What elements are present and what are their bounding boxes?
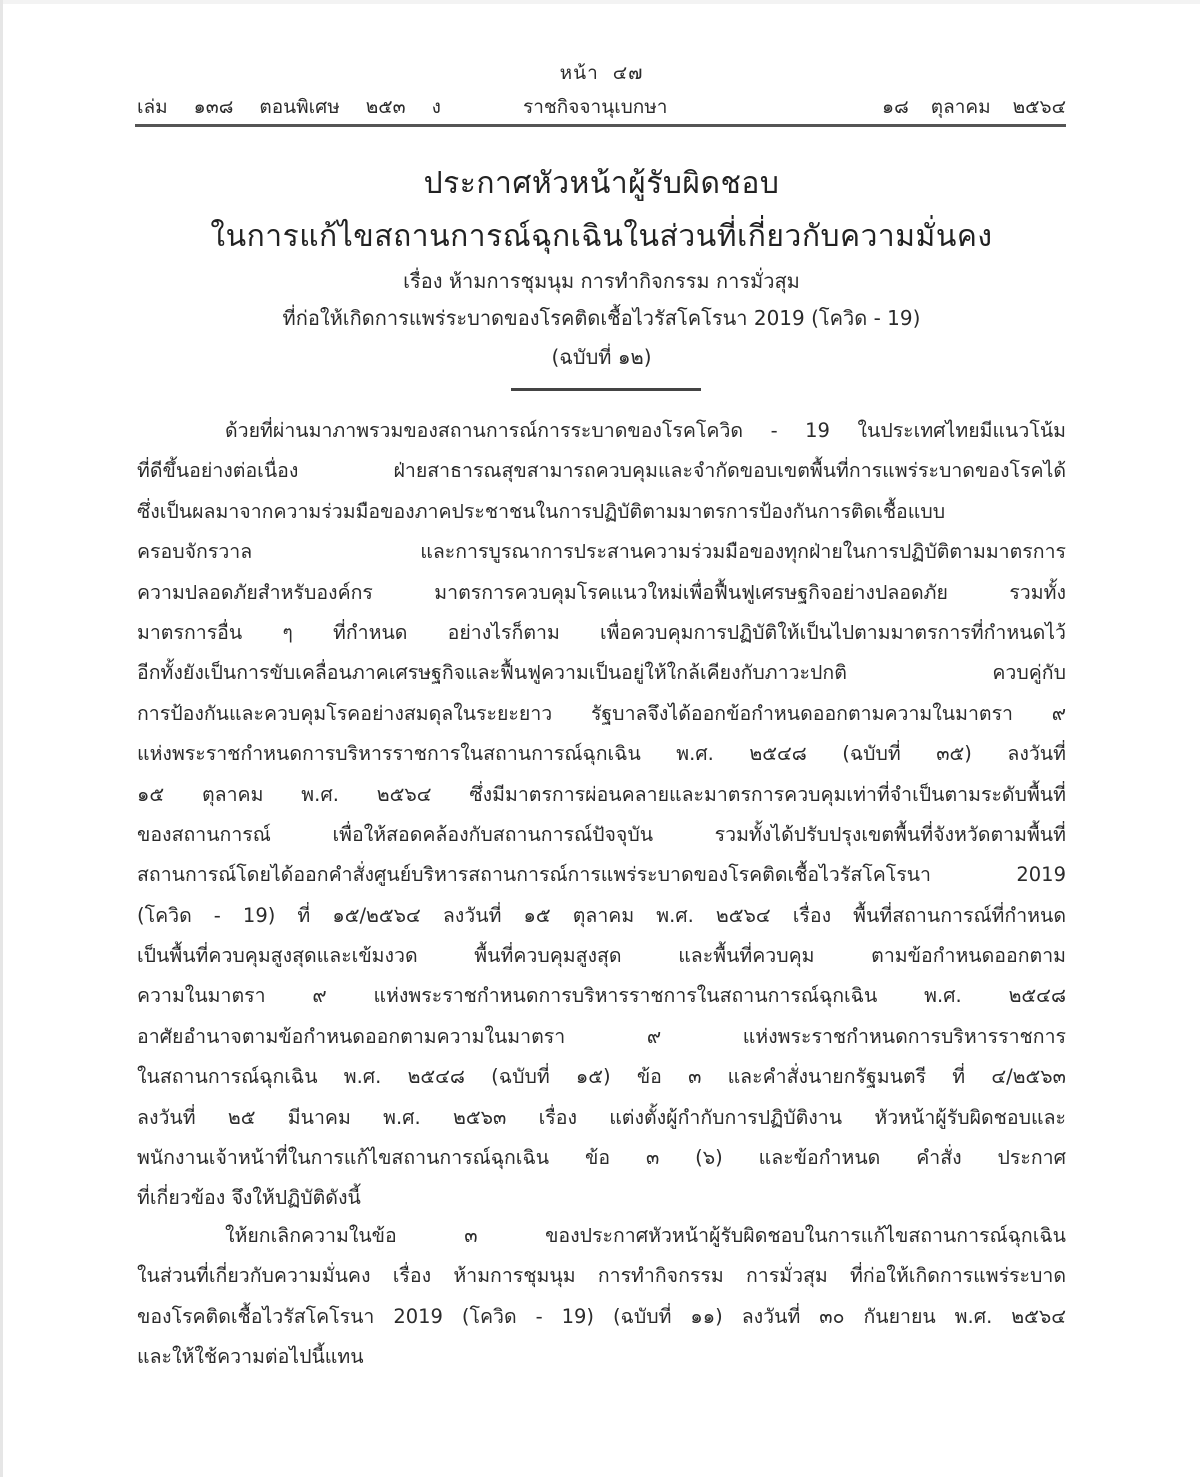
text-line: เป็นพื้นที่ควบคุมสูงสุดและเข้มงวด พื้นที่ควบคุมสูงสุด และพื้นที่ควบคุม ตามข้อกำหนดออกตาม [137,944,1066,968]
document-title-line1: ประกาศหัวหน้าผู้รับผิดชอบ [423,166,780,201]
page-number [137,58,1066,88]
date-month: ตุลาคม [930,96,991,118]
title-separator [511,388,701,391]
paragraph-revocation [137,1216,1066,1378]
section-number: ๒๕๓ [365,96,406,118]
edition-number: (ฉบับที่ ๑๒) [551,345,652,369]
section-label: ตอนพิเศษ [259,96,340,118]
text-line: ครอบจักรวาล และการบูรณาการประสานความร่วมมือของทุกฝ่ายในการปฏิบัติตามมาตรการ [137,540,1066,564]
volume-info [137,92,467,122]
section-letter: ง [431,96,441,118]
page-frame-left [0,0,3,1477]
gazette-header [137,92,1066,120]
volume-number: ๑๓๘ [193,96,234,118]
text-line: ความในมาตรา ๙ แห่งพระราชกำหนดการบริหารราชการในสถานการณ์ฉุกเฉิน พ.ศ. ๒๕๔๘ [137,984,1066,1008]
publication-name: ราชกิจจานุเบกษา [523,96,668,118]
text-line: ซึ่งเป็นผลมาจากความร่วมมือของภาคประชาชนในการปฏิบัติตามมาตรการป้องกันการติดเชื้อแบบ [137,499,946,523]
text-line: อาศัยอำนาจตามข้อกำหนดออกตามความในมาตรา ๙ แห่งพระราชกำหนดการบริหารราชการ [137,1024,1066,1048]
text-line: ที่ดีขึ้นอย่างต่อเนื่อง ฝ่ายสาธารณสุขสามารถควบคุมและจำกัดขอบเขตพื้นที่การแพร่ระบาดของโรคได้ [137,459,1066,483]
publication-date [860,92,1066,122]
text-line: มาตรการอื่น ๆ ที่กำหนด อย่างไรก็ตาม เพื่อควบคุมการปฏิบัติให้เป็นไปตามมาตรการที่กำหนดไว้ [137,620,1066,644]
text-line: พนักงานเจ้าหน้าที่ในการแก้ไขสถานการณ์ฉุกเฉิน ข้อ ๓ (๖) และข้อกำหนด คำสั่ง ประกาศ [137,1146,1066,1170]
document-title-line2: ในการแก้ไขสถานการณ์ฉุกเฉินในส่วนที่เกี่ยวกับความมั่นคง [210,219,993,254]
header-divider [135,124,1066,127]
text-line: ให้ยกเลิกความในข้อ ๓ ของประกาศหัวหน้าผู้รับผิดชอบในการแก้ไขสถานการณ์ฉุกเฉิน [225,1224,1066,1247]
page-label: หน้า [559,62,599,84]
text-line: และให้ใช้ความต่อไปนี้แทน [137,1345,364,1369]
text-line: (โควิด - 19) ที่ ๑๕/๒๕๖๔ ลงวันที่ ๑๕ ตุลาคม พ.ศ. ๒๕๖๔ เรื่อง พื้นที่สถานการณ์ที่กำหนด [137,903,1066,927]
volume-label: เล่ม [137,96,168,118]
text-line: ลงวันที่ ๒๕ มีนาคม พ.ศ. ๒๕๖๓ เรื่อง แต่งตั้งผู้กำกับการปฏิบัติงาน หัวหน้าผู้รับผิดชอบและ [137,1105,1066,1129]
page-number-value: ๔๗ [612,62,644,84]
text-line: การป้องกันและควบคุมโรคอย่างสมดุลในระยะยาว รัฐบาลจึงได้ออกข้อกำหนดออกตามความในมาตรา ๙ [137,701,1066,725]
text-line: ที่เกี่ยวข้อง จึงให้ปฏิบัติดังนี้ [137,1186,361,1210]
text-line: ในส่วนที่เกี่ยวกับความมั่นคง เรื่อง ห้ามการชุมนุม การทำกิจกรรม การมั่วสุม ที่ก่อให้เกิดการแพร่ระบาด [137,1264,1066,1288]
text-line: อีกทั้งยังเป็นการขับเคลื่อนภาคเศรษฐกิจและฟื้นฟูความเป็นอยู่ให้ใกล้เคียงกับภาวะปกติ ควบคู่กับ [137,661,1066,685]
text-line: แห่งพระราชกำหนดการบริหารราชการในสถานการณ์ฉุกเฉิน พ.ศ. ๒๕๔๘ (ฉบับที่ ๓๕) ลงวันที่ [137,742,1066,766]
page-frame-top [0,0,1200,4]
text-line: ความปลอดภัยสำหรับองค์กร มาตรการควบคุมโรคแนวใหม่เพื่อฟื้นฟูเศรษฐกิจอย่างปลอดภัย รวมทั้ง [137,580,1066,604]
text-line: ในสถานการณ์ฉุกเฉิน พ.ศ. ๒๕๔๘ (ฉบับที่ ๑๕) ข้อ ๓ และคำสั่งนายกรัฐมนตรี ที่ ๔/๒๕๖๓ [137,1065,1066,1089]
text-line: ๑๕ ตุลาคม พ.ศ. ๒๕๖๔ ซึ่งมีมาตรการผ่อนคลายและมาตรการควบคุมเท่าที่จำเป็นตามระดับพื้นที่ [137,782,1066,806]
text-line: ของโรคติดเชื้อไวรัสโคโรนา 2019 (โควิด - 19) (ฉบับที่ ๑๑) ลงวันที่ ๓๐ กันยายน พ.ศ. ๒๕๖๔ [137,1304,1066,1328]
text-line: สถานการณ์โดยได้ออกคำสั่งศูนย์บริหารสถานการณ์การแพร่ระบาดของโรคติดเชื้อไวรัสโคโรนา 2019 [137,863,1066,887]
date-year: ๒๕๖๔ [1012,96,1066,118]
date-day: ๑๘ [882,96,909,118]
text-line: ด้วยที่ผ่านมาภาพรวมของสถานการณ์การระบาดของโรคโควิด - 19 ในประเทศไทยมีแนวโน้ม [225,419,1066,442]
paragraph-preamble [137,411,1066,1219]
subject-line1: เรื่อง ห้ามการชุมนุม การทำกิจกรรม การมั่วสุม [403,269,800,293]
text-line: ของสถานการณ์ เพื่อให้สอดคล้องกับสถานการณ์ปัจจุบัน รวมทั้งได้ปรับปรุงเขตพื้นที่จังหวัดตามพื้นที่ [137,822,1066,846]
subject-line2: ที่ก่อให้เกิดการแพร่ระบาดของโรคติดเชื้อไวรัสโคโรนา 2019 (โควิด - 19) [282,306,921,330]
